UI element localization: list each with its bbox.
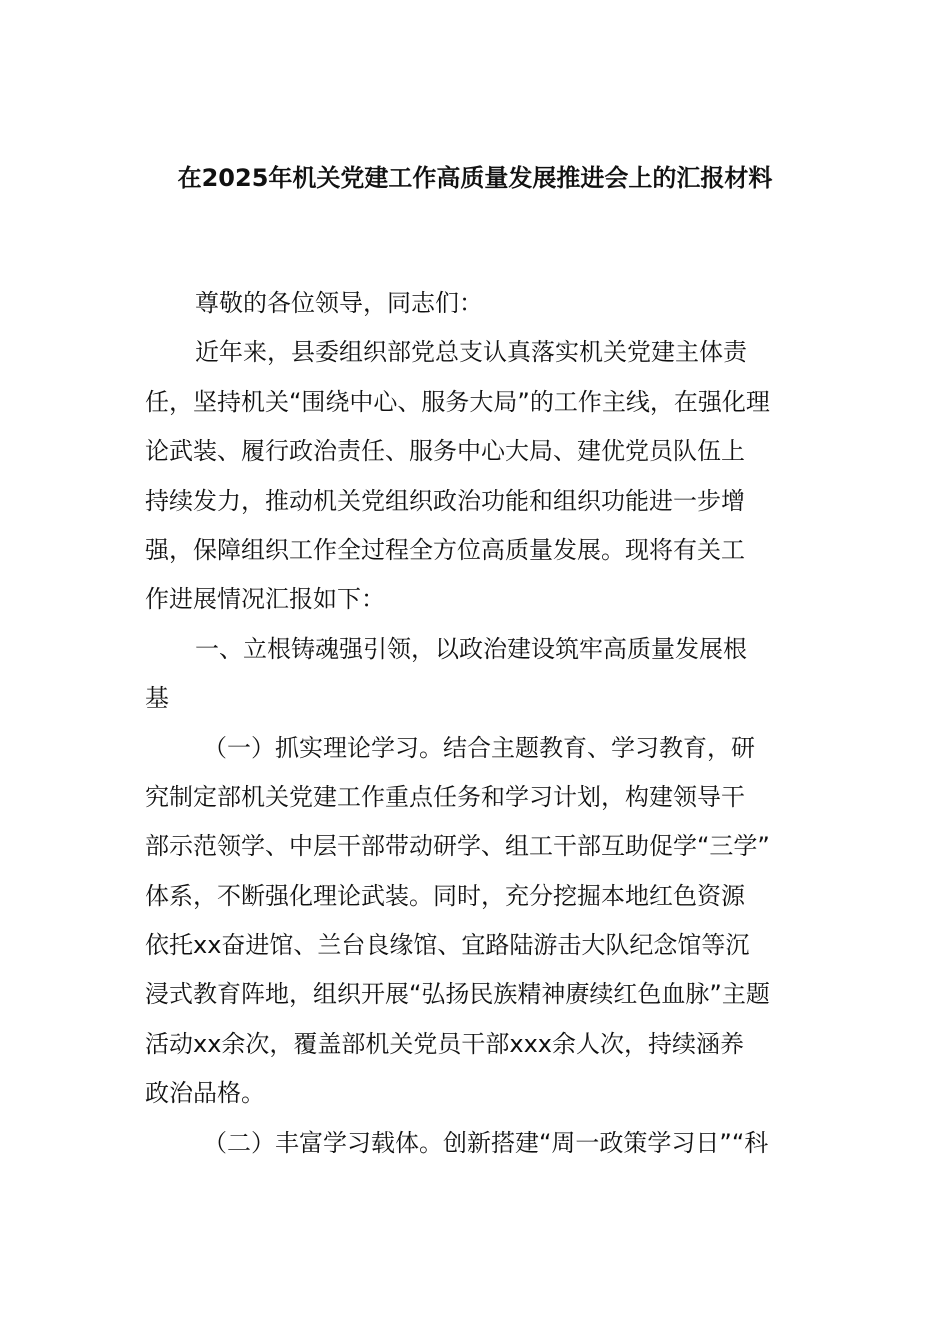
paragraph-line: 部示范领学、中层干部带动研学、组工干部互助促学“三学” xyxy=(145,832,770,861)
paragraph-line: 近年来，县委组织部党总支认真落实机关党建主体责 xyxy=(195,338,747,367)
subsection-line: （二）丰富学习载体。创新搭建“周一政策学习日”“科 xyxy=(203,1128,769,1157)
document-title: 在2025年机关党建工作高质量发展推进会上的汇报材料 xyxy=(177,164,773,192)
paragraph-line: 浸式教育阵地，组织开展“弘扬民族精神赓续红色血脉”主题 xyxy=(145,980,770,1009)
paragraph-line: 持续发力，推动机关党组织政治功能和组织功能进一步增 xyxy=(145,486,745,515)
paragraph-line: 依托xx奋进馆、兰台良缘馆、宜路陆游击大队纪念馆等沉 xyxy=(145,931,750,960)
paragraph-line: 究制定部机关党建工作重点任务和学习计划，构建领导干 xyxy=(145,782,745,811)
section-heading: 一、立根铸魂强引领，以政治建设筑牢高质量发展根 xyxy=(195,634,747,663)
subsection-line: （一）抓实理论学习。结合主题教育、学习教育，研 xyxy=(203,733,755,762)
section-heading: 基 xyxy=(145,684,169,713)
paragraph-line: 论武装、履行政治责任、服务中心大局、建优党员队伍上 xyxy=(145,437,745,466)
document-body xyxy=(145,279,807,1168)
paragraph-line: 体系，不断强化理论武装。同时，充分挖掘本地红色资源 xyxy=(145,881,745,910)
paragraph-line: 活动xx余次，覆盖部机关党员干部xxx余人次，持续涵养 xyxy=(145,1029,745,1058)
paragraph-line: 任，坚持机关“围绕中心、服务大局”的工作主线，在强化理 xyxy=(145,387,770,416)
paragraph-line: 强，保障组织工作全过程全方位高质量发展。现将有关工 xyxy=(145,535,745,564)
paragraph-line: 作进展情况汇报如下： xyxy=(145,585,385,614)
paragraph-line: 政治品格。 xyxy=(145,1079,265,1108)
salutation: 尊敬的各位领导，同志们： xyxy=(195,289,483,317)
